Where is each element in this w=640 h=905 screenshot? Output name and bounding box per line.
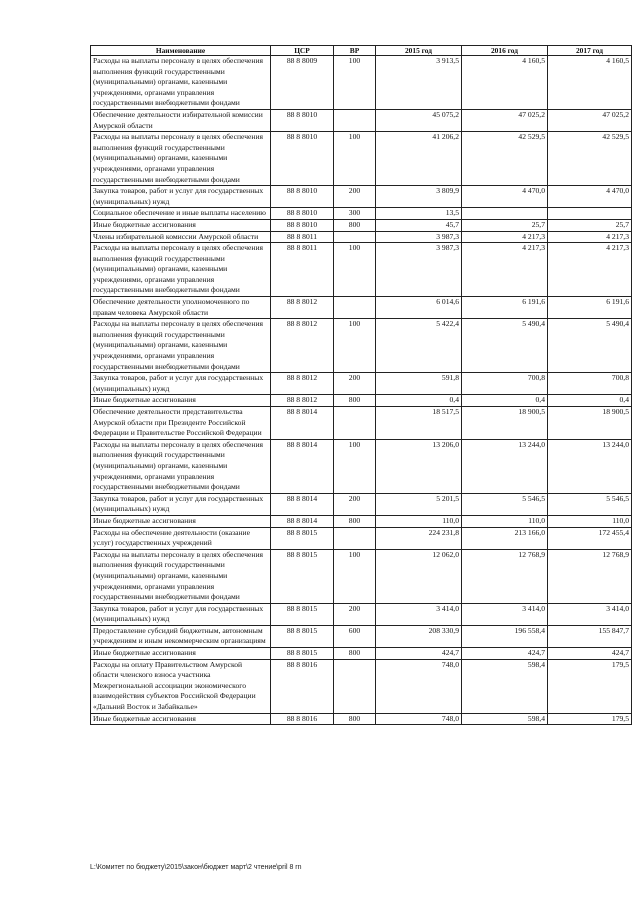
row-vr-cell: 200 <box>334 493 376 515</box>
table-header-row <box>91 46 632 56</box>
budget-sheet <box>90 45 631 725</box>
row-2015-cell: 41 206,2 <box>376 132 462 186</box>
column-header-vr: ВР <box>334 46 376 56</box>
row-vr-cell: 800 <box>334 515 376 527</box>
row-csr-cell: 88 8 8015 <box>271 648 334 660</box>
row-name-cell: Расходы на выплаты персоналу в целях обеспечения выполнения функций государственными (муниципальными) органами, казенными учреждениями, органами управления государственными внебюджетными фондами <box>91 439 271 493</box>
row-2017-cell: 4 217,3 <box>548 243 632 297</box>
row-2015-cell: 0,4 <box>376 395 462 407</box>
row-2017-cell: 5 490,4 <box>548 319 632 373</box>
row-2017-cell: 4 160,5 <box>548 56 632 110</box>
row-2017-cell <box>548 208 632 220</box>
row-vr-cell: 300 <box>334 208 376 220</box>
row-vr-cell: 800 <box>334 648 376 660</box>
row-2015-cell: 110,0 <box>376 515 462 527</box>
row-name-cell: Обеспечение деятельности представительства Амурской области при Президенте Российской Федерации и Правительстве Российской Федерации <box>91 407 271 440</box>
row-name-cell: Иные бюджетные ассигнования <box>91 395 271 407</box>
table-row <box>91 515 632 527</box>
row-2016-cell: 0,4 <box>462 395 548 407</box>
row-2016-cell: 12 768,9 <box>462 549 548 603</box>
row-2016-cell: 18 900,5 <box>462 407 548 440</box>
row-2016-cell: 4 160,5 <box>462 56 548 110</box>
row-2016-cell <box>462 208 548 220</box>
row-csr-cell: 88 8 8016 <box>271 713 334 725</box>
row-2016-cell: 598,4 <box>462 713 548 725</box>
row-name-cell: Расходы на оплату Правительством Амурской области членского взноса участника Межрегиональной ассоциации экономического взаимодействия субъектов Российской Федерации «Дальний Восток и Забайкалье» <box>91 659 271 713</box>
row-name-cell: Расходы на выплаты персоналу в целях обеспечения выполнения функций государственными (муниципальными) органами, казенными учреждениями, органами управления государственными внебюджетными фондами <box>91 243 271 297</box>
column-header-2015: 2015 год <box>376 46 462 56</box>
row-2017-cell: 25,7 <box>548 219 632 231</box>
table-body <box>91 56 632 725</box>
row-2015-cell: 208 330,9 <box>376 625 462 647</box>
row-2015-cell: 3 987,3 <box>376 231 462 243</box>
row-csr-cell: 88 8 8016 <box>271 659 334 713</box>
row-name-cell: Иные бюджетные ассигнования <box>91 515 271 527</box>
row-2015-cell: 18 517,5 <box>376 407 462 440</box>
row-name-cell: Закупка товаров, работ и услуг для государственных (муниципальных) нужд <box>91 493 271 515</box>
row-2017-cell: 172 455,4 <box>548 527 632 549</box>
row-2015-cell: 13,5 <box>376 208 462 220</box>
row-csr-cell: 88 8 8015 <box>271 603 334 625</box>
row-2017-cell: 110,0 <box>548 515 632 527</box>
row-name-cell: Предоставление субсидий бюджетным, автономным учреждениям и иным некоммерческим организациям <box>91 625 271 647</box>
table-row <box>91 407 632 440</box>
row-name-cell: Расходы на выплаты персоналу в целях обеспечения выполнения функций государственными (муниципальными) органами, казенными учреждениями, органами управления государственными внебюджетными фондами <box>91 56 271 110</box>
row-vr-cell: 100 <box>334 132 376 186</box>
row-2017-cell: 179,5 <box>548 659 632 713</box>
row-csr-cell: 88 8 8010 <box>271 186 334 208</box>
row-vr-cell: 600 <box>334 625 376 647</box>
row-csr-cell: 88 8 8010 <box>271 109 334 131</box>
row-name-cell: Иные бюджетные ассигнования <box>91 713 271 725</box>
row-csr-cell: 88 8 8011 <box>271 243 334 297</box>
table-row <box>91 186 632 208</box>
table-row <box>91 56 632 110</box>
table-row <box>91 219 632 231</box>
table-row <box>91 439 632 493</box>
row-name-cell: Закупка товаров, работ и услуг для государственных (муниципальных) нужд <box>91 603 271 625</box>
row-csr-cell: 88 8 8015 <box>271 625 334 647</box>
row-vr-cell: 100 <box>334 56 376 110</box>
row-vr-cell <box>334 109 376 131</box>
row-2015-cell: 591,8 <box>376 373 462 395</box>
row-2016-cell: 4 217,3 <box>462 243 548 297</box>
row-2015-cell: 5 201,5 <box>376 493 462 515</box>
row-2016-cell: 424,7 <box>462 648 548 660</box>
table-row <box>91 527 632 549</box>
row-2017-cell: 42 529,5 <box>548 132 632 186</box>
row-2015-cell: 3 987,3 <box>376 243 462 297</box>
table-row <box>91 625 632 647</box>
table-row <box>91 493 632 515</box>
row-2017-cell: 0,4 <box>548 395 632 407</box>
row-vr-cell <box>334 527 376 549</box>
row-vr-cell: 800 <box>334 395 376 407</box>
row-2017-cell: 6 191,6 <box>548 297 632 319</box>
row-2017-cell: 4 470,0 <box>548 186 632 208</box>
row-2016-cell: 4 217,3 <box>462 231 548 243</box>
row-vr-cell: 800 <box>334 713 376 725</box>
row-2016-cell: 25,7 <box>462 219 548 231</box>
row-csr-cell: 88 8 8014 <box>271 407 334 440</box>
table-row <box>91 319 632 373</box>
row-2017-cell: 179,5 <box>548 713 632 725</box>
row-2015-cell: 12 062,0 <box>376 549 462 603</box>
row-vr-cell: 100 <box>334 243 376 297</box>
table-row <box>91 297 632 319</box>
row-csr-cell: 88 8 8014 <box>271 515 334 527</box>
table-row <box>91 648 632 660</box>
row-2015-cell: 3 913,5 <box>376 56 462 110</box>
row-csr-cell: 88 8 8011 <box>271 231 334 243</box>
row-vr-cell <box>334 231 376 243</box>
row-name-cell: Члены избирательной комиссии Амурской области <box>91 231 271 243</box>
row-vr-cell <box>334 407 376 440</box>
row-name-cell: Закупка товаров, работ и услуг для государственных (муниципальных) нужд <box>91 186 271 208</box>
row-csr-cell: 88 8 8014 <box>271 439 334 493</box>
row-2017-cell: 4 217,3 <box>548 231 632 243</box>
row-vr-cell <box>334 659 376 713</box>
table-row <box>91 132 632 186</box>
row-2016-cell: 213 166,0 <box>462 527 548 549</box>
row-2017-cell: 13 244,0 <box>548 439 632 493</box>
row-2017-cell: 5 546,5 <box>548 493 632 515</box>
table-row <box>91 231 632 243</box>
row-csr-cell: 88 8 8012 <box>271 297 334 319</box>
row-name-cell: Закупка товаров, работ и услуг для государственных (муниципальных) нужд <box>91 373 271 395</box>
row-2016-cell: 6 191,6 <box>462 297 548 319</box>
row-csr-cell: 88 8 8010 <box>271 208 334 220</box>
row-vr-cell: 200 <box>334 603 376 625</box>
row-csr-cell: 88 8 8009 <box>271 56 334 110</box>
row-2015-cell: 748,0 <box>376 713 462 725</box>
row-vr-cell: 100 <box>334 439 376 493</box>
row-name-cell: Социальное обеспечение и иные выплаты населению <box>91 208 271 220</box>
row-name-cell: Расходы на выплаты персоналу в целях обеспечения выполнения функций государственными (муниципальными) органами, казенными учреждениями, органами управления государственными внебюджетными фондами <box>91 549 271 603</box>
row-2017-cell: 47 025,2 <box>548 109 632 131</box>
table-row <box>91 659 632 713</box>
table-row <box>91 713 632 725</box>
row-vr-cell: 100 <box>334 549 376 603</box>
row-2017-cell: 155 847,7 <box>548 625 632 647</box>
row-csr-cell: 88 8 8010 <box>271 219 334 231</box>
table-row <box>91 109 632 131</box>
row-name-cell: Обеспечение деятельности уполномоченного по правам человека Амурской области <box>91 297 271 319</box>
row-2015-cell: 45,7 <box>376 219 462 231</box>
row-2016-cell: 47 025,2 <box>462 109 548 131</box>
row-2015-cell: 45 075,2 <box>376 109 462 131</box>
table-row <box>91 395 632 407</box>
row-2016-cell: 4 470,0 <box>462 186 548 208</box>
row-name-cell: Иные бюджетные ассигнования <box>91 219 271 231</box>
row-2016-cell: 598,4 <box>462 659 548 713</box>
row-name-cell: Иные бюджетные ассигнования <box>91 648 271 660</box>
column-header-2017: 2017 год <box>548 46 632 56</box>
row-csr-cell: 88 8 8015 <box>271 549 334 603</box>
row-2017-cell: 12 768,9 <box>548 549 632 603</box>
row-2016-cell: 196 558,4 <box>462 625 548 647</box>
row-vr-cell <box>334 297 376 319</box>
row-2016-cell: 3 414,0 <box>462 603 548 625</box>
row-2017-cell: 424,7 <box>548 648 632 660</box>
row-2016-cell: 42 529,5 <box>462 132 548 186</box>
row-name-cell: Расходы на обеспечение деятельности (оказание услуг) государственных учреждений <box>91 527 271 549</box>
row-csr-cell: 88 8 8012 <box>271 395 334 407</box>
row-vr-cell: 200 <box>334 373 376 395</box>
row-2017-cell: 18 900,5 <box>548 407 632 440</box>
row-2015-cell: 224 231,8 <box>376 527 462 549</box>
row-2015-cell: 3 809,9 <box>376 186 462 208</box>
row-csr-cell: 88 8 8012 <box>271 319 334 373</box>
file-path-footer: L:\Комитет по бюджету\2015\закон\бюджет март\2 чтение\pril 8 rn <box>90 864 302 871</box>
row-2016-cell: 5 490,4 <box>462 319 548 373</box>
row-2017-cell: 3 414,0 <box>548 603 632 625</box>
row-csr-cell: 88 8 8012 <box>271 373 334 395</box>
table-row <box>91 208 632 220</box>
row-name-cell: Расходы на выплаты персоналу в целях обеспечения выполнения функций государственными (муниципальными) органами, казенными учреждениями, органами управления государственными внебюджетными фондами <box>91 132 271 186</box>
row-2015-cell: 424,7 <box>376 648 462 660</box>
row-2017-cell: 700,8 <box>548 373 632 395</box>
row-2015-cell: 13 206,0 <box>376 439 462 493</box>
row-name-cell: Расходы на выплаты персоналу в целях обеспечения выполнения функций государственными (муниципальными) органами, казенными учреждениями, органами управления государственными внебюджетными фондами <box>91 319 271 373</box>
row-csr-cell: 88 8 8014 <box>271 493 334 515</box>
column-header-2016: 2016 год <box>462 46 548 56</box>
row-2015-cell: 6 014,6 <box>376 297 462 319</box>
table-row <box>91 243 632 297</box>
row-2015-cell: 5 422,4 <box>376 319 462 373</box>
row-vr-cell: 200 <box>334 186 376 208</box>
row-2016-cell: 5 546,5 <box>462 493 548 515</box>
row-csr-cell: 88 8 8010 <box>271 132 334 186</box>
row-vr-cell: 800 <box>334 219 376 231</box>
column-header-csr: ЦСР <box>271 46 334 56</box>
row-name-cell: Обеспечение деятельности избирательной комиссии Амурской области <box>91 109 271 131</box>
row-2016-cell: 13 244,0 <box>462 439 548 493</box>
budget-table <box>90 45 632 725</box>
table-row <box>91 373 632 395</box>
row-2016-cell: 700,8 <box>462 373 548 395</box>
table-row <box>91 603 632 625</box>
table-row <box>91 549 632 603</box>
row-vr-cell: 100 <box>334 319 376 373</box>
row-csr-cell: 88 8 8015 <box>271 527 334 549</box>
row-2016-cell: 110,0 <box>462 515 548 527</box>
row-2015-cell: 748,0 <box>376 659 462 713</box>
row-2015-cell: 3 414,0 <box>376 603 462 625</box>
column-header-name: Наименование <box>91 46 271 56</box>
